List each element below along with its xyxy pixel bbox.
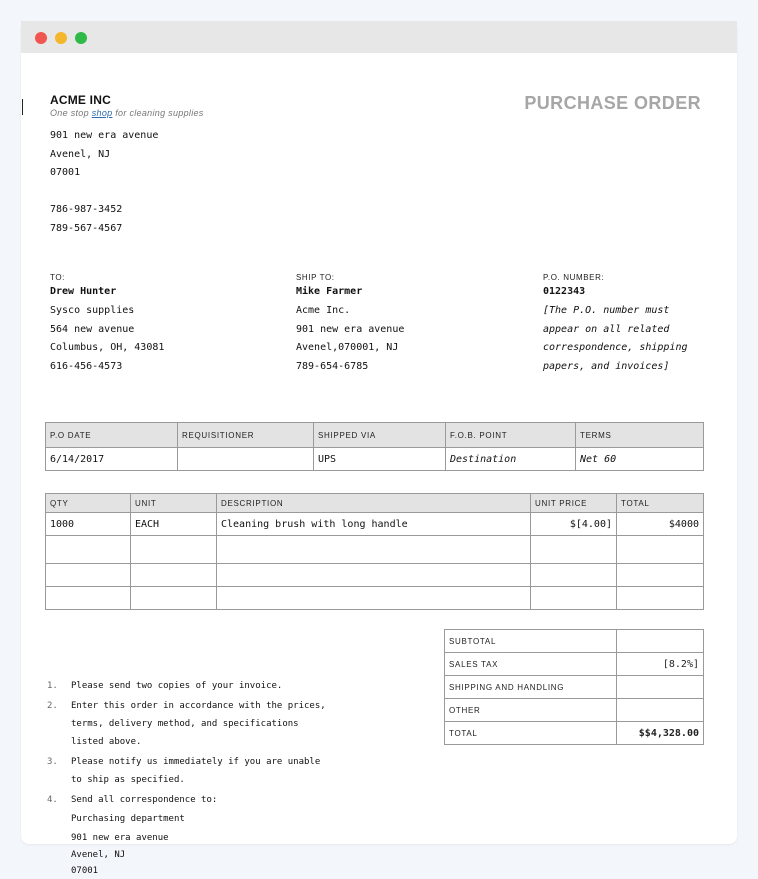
- maximize-window-button[interactable]: [75, 32, 87, 44]
- description-header: DESCRIPTION: [217, 494, 531, 513]
- unit-header: UNIT: [131, 494, 217, 513]
- list-item: [45, 791, 335, 809]
- tagline-suffix: for cleaning supplies: [112, 108, 204, 118]
- list-number: 3.: [47, 757, 58, 767]
- text-caret: [22, 99, 23, 115]
- shipping-handling-value[interactable]: [617, 676, 704, 699]
- terms-cell[interactable]: Net 60: [576, 448, 704, 471]
- total-header: TOTAL: [617, 494, 704, 513]
- po-note-line: papers, and invoices]: [543, 361, 670, 372]
- requisitioner-header: REQUISITIONER: [178, 423, 314, 448]
- ship-to-label: SHIP TO:: [296, 273, 335, 282]
- total-label: TOTAL: [445, 722, 617, 745]
- ship-to-line: Avenel,070001, NJ: [296, 342, 399, 353]
- fob-point-cell[interactable]: Destination: [446, 448, 576, 471]
- send-to-line: Avenel, NJ: [71, 850, 126, 860]
- other-value[interactable]: [617, 699, 704, 722]
- totals-row: [445, 722, 704, 745]
- table-row: [46, 513, 704, 536]
- document-title: PURCHASE ORDER: [524, 93, 701, 113]
- window-titlebar: [21, 21, 737, 53]
- description-cell[interactable]: [217, 564, 531, 587]
- send-to-line: 07001: [71, 866, 99, 876]
- tagline-link[interactable]: shop: [91, 108, 113, 118]
- close-window-button[interactable]: [35, 32, 47, 44]
- tagline-prefix: One stop: [50, 108, 92, 118]
- ship-to-line: 789-654-6785: [296, 361, 369, 372]
- po-number-label: P.O. NUMBER:: [543, 273, 605, 282]
- list-item: [45, 753, 335, 789]
- qty-cell[interactable]: 1000: [46, 513, 131, 536]
- po-note-line: [The P.O. number must: [543, 305, 670, 316]
- list-number: 2.: [47, 701, 58, 711]
- total-value[interactable]: $$4,328.00: [617, 722, 704, 745]
- qty-cell[interactable]: [46, 564, 131, 587]
- description-cell[interactable]: Cleaning brush with long handle: [217, 513, 531, 536]
- list-number: 1.: [47, 681, 58, 691]
- unit-price-cell[interactable]: [531, 564, 617, 587]
- company-phone: 786-987-3452: [50, 204, 123, 215]
- total-cell[interactable]: [617, 536, 704, 564]
- shipped-via-cell[interactable]: UPS: [314, 448, 446, 471]
- description-cell[interactable]: [217, 587, 531, 610]
- po-date-header: P.O DATE: [46, 423, 178, 448]
- qty-cell[interactable]: [46, 587, 131, 610]
- qty-header: QTY: [46, 494, 131, 513]
- other-label: OTHER: [445, 699, 617, 722]
- total-cell[interactable]: [617, 564, 704, 587]
- totals-row: [445, 653, 704, 676]
- table-row: [46, 587, 704, 610]
- sales-tax-value[interactable]: [8.2%]: [617, 653, 704, 676]
- totals-row: [445, 630, 704, 653]
- document-page[interactable]: [21, 53, 737, 876]
- terms-header: TERMS: [576, 423, 704, 448]
- unit-cell[interactable]: [131, 564, 217, 587]
- list-item: [45, 697, 335, 751]
- list-item: [45, 677, 335, 695]
- unit-cell[interactable]: EACH: [131, 513, 217, 536]
- to-name: Drew Hunter: [50, 286, 117, 297]
- to-line: 616-456-4573: [50, 361, 123, 372]
- line-items-table: [45, 493, 704, 610]
- company-address-line: 07001: [50, 167, 81, 178]
- unit-cell[interactable]: [131, 536, 217, 564]
- order-info-values-row: [46, 448, 704, 471]
- instruction-text: Enter this order in accordance with the prices, terms, delivery method, and specifications listed above.: [71, 701, 326, 747]
- document-window: [21, 21, 737, 876]
- table-row: [46, 536, 704, 564]
- to-label: TO:: [50, 273, 65, 282]
- unit-price-cell[interactable]: [531, 587, 617, 610]
- company-phone: 789-567-4567: [50, 223, 123, 234]
- company-address-line: 901 new era avenue: [50, 130, 159, 141]
- total-cell[interactable]: [617, 587, 704, 610]
- company-tagline: [50, 108, 204, 118]
- order-info-header-row: [46, 423, 704, 448]
- to-line: 564 new avenue: [50, 324, 135, 335]
- company-address-line: Avenel, NJ: [50, 149, 111, 160]
- shipping-handling-label: SHIPPING AND HANDLING: [445, 676, 617, 699]
- instruction-text: Please notify us immediately if you are unable to ship as specified.: [71, 757, 321, 785]
- items-header-row: [46, 494, 704, 513]
- minimize-window-button[interactable]: [55, 32, 67, 44]
- qty-cell[interactable]: [46, 536, 131, 564]
- to-line: Columbus, OH, 43081: [50, 342, 165, 353]
- instructions-list: [45, 677, 335, 879]
- instruction-text: Please send two copies of your invoice.: [71, 681, 283, 691]
- po-note-line: correspondence, shipping: [543, 342, 688, 353]
- instruction-text: Send all correspondence to:: [71, 795, 218, 805]
- po-date-cell[interactable]: 6/14/2017: [46, 448, 178, 471]
- totals-row: [445, 676, 704, 699]
- order-info-table: [45, 422, 704, 471]
- ship-to-line: 901 new era avenue: [296, 324, 405, 335]
- unit-cell[interactable]: [131, 587, 217, 610]
- send-to-line: 901 new era avenue: [71, 833, 169, 843]
- totals-row: [445, 699, 704, 722]
- to-line: Sysco supplies: [50, 305, 135, 316]
- description-cell[interactable]: [217, 536, 531, 564]
- totals-table: [444, 629, 704, 745]
- sales-tax-label: SALES TAX: [445, 653, 617, 676]
- unit-price-cell[interactable]: $[4.00]: [531, 513, 617, 536]
- requisitioner-cell[interactable]: [178, 448, 314, 471]
- company-name: ACME INC: [50, 93, 111, 107]
- shipped-via-header: SHIPPED VIA: [314, 423, 446, 448]
- table-row: [46, 564, 704, 587]
- subtotal-label: SUBTOTAL: [445, 630, 617, 653]
- po-number: 0122343: [543, 286, 586, 297]
- total-cell[interactable]: $4000: [617, 513, 704, 536]
- ship-to-line: Acme Inc.: [296, 305, 351, 316]
- ship-to-name: Mike Farmer: [296, 286, 363, 297]
- list-number: 4.: [47, 795, 58, 805]
- send-to-line: Purchasing department: [71, 814, 185, 824]
- unit-price-header: UNIT PRICE: [531, 494, 617, 513]
- unit-price-cell[interactable]: [531, 536, 617, 564]
- po-note-line: appear on all related: [543, 324, 670, 335]
- fob-point-header: F.O.B. POINT: [446, 423, 576, 448]
- subtotal-value[interactable]: [617, 630, 704, 653]
